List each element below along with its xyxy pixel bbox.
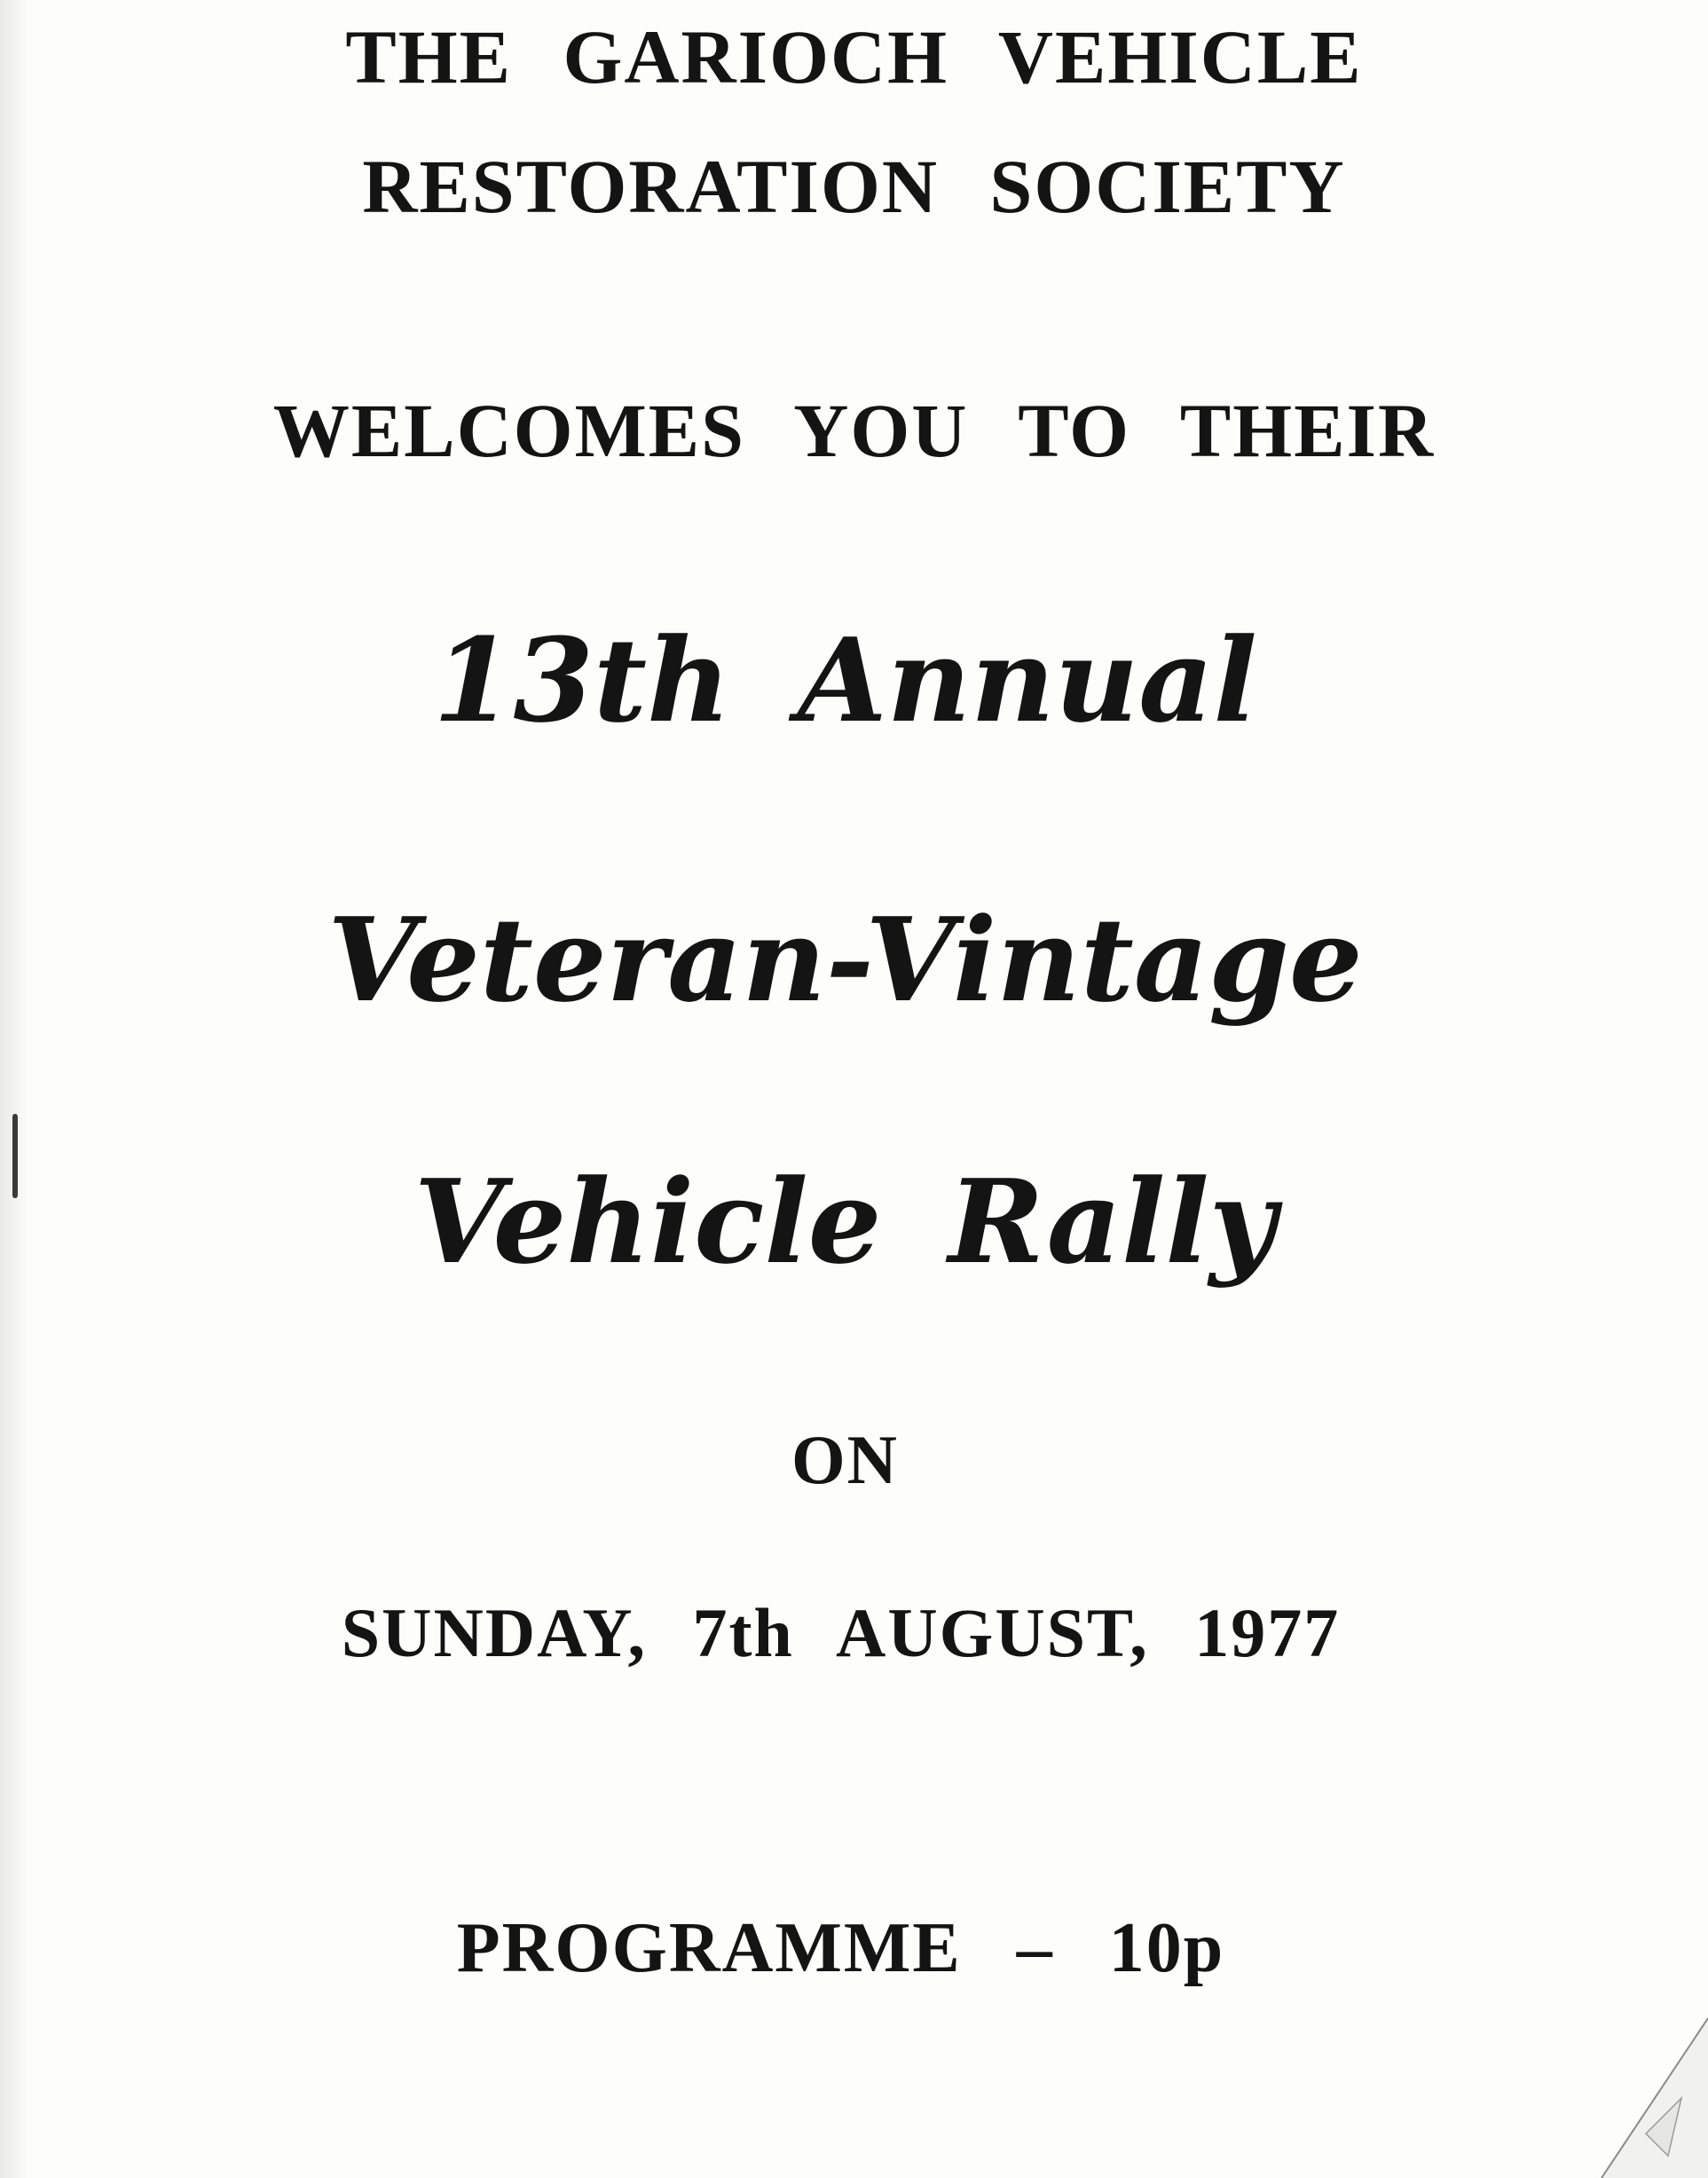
on-word: ON [791, 1421, 899, 1498]
society-name-line-2: RESTORATION SOCIETY [362, 144, 1346, 229]
paper-left-edge [0, 0, 30, 2178]
event-title-line-3: Vehicle Rally [413, 1154, 1277, 1290]
event-title-line-2: Veteran-Vintage [327, 892, 1363, 1028]
society-name-line-1: THE GARIOCH VEHICLE [345, 14, 1363, 99]
welcome-line: WELCOMES YOU TO THEIR [272, 388, 1436, 473]
programme-price: PROGRAMME – 10p [456, 1909, 1225, 1987]
event-title-line-1: 13th Annual [433, 612, 1257, 748]
page-corner-curl [1504, 2000, 1708, 2178]
event-date: SUNDAY, 7th AUGUST, 1977 [341, 1594, 1341, 1671]
